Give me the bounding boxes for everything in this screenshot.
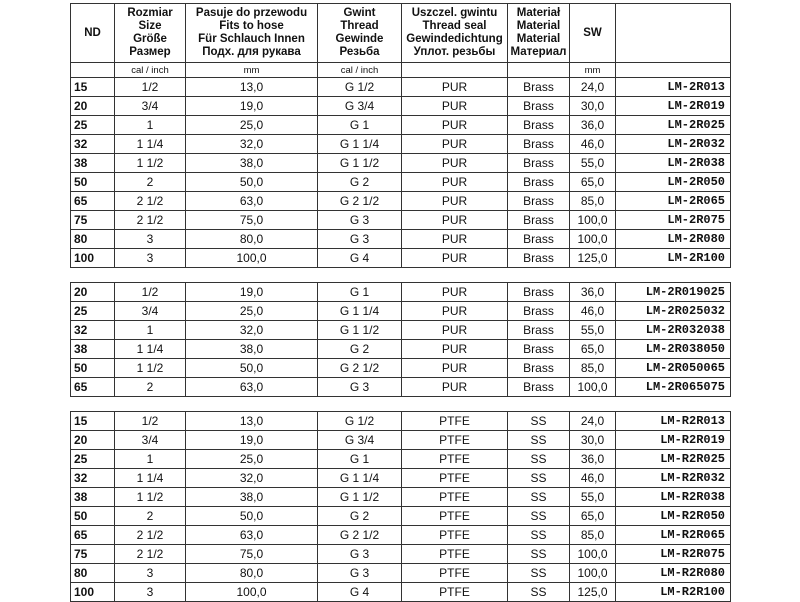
separator-cell <box>402 268 508 283</box>
unit-nd <box>71 63 115 78</box>
cell-thread: G 2 1/2 <box>318 192 402 211</box>
cell-sw: 24,0 <box>570 78 616 97</box>
cell-thread: G 2 <box>318 507 402 526</box>
cell-hose: 75,0 <box>186 545 318 564</box>
cell-sw: 85,0 <box>570 359 616 378</box>
cell-size: 1 1/2 <box>115 154 186 173</box>
cell-nd: 50 <box>71 507 115 526</box>
cell-sw: 125,0 <box>570 583 616 602</box>
cell-hose: 32,0 <box>186 135 318 154</box>
separator-cell <box>508 268 570 283</box>
cell-material: Brass <box>508 340 570 359</box>
cell-material: SS <box>508 450 570 469</box>
table-row <box>71 97 731 116</box>
header-size-pl: Rozmiar <box>127 7 173 19</box>
header-hose-de: Für Schlauch Innen <box>198 33 305 45</box>
header-thread-pl: Gwint <box>343 7 376 19</box>
cell-nd: 25 <box>71 302 115 321</box>
table-row <box>71 469 731 488</box>
cell-size: 2 1/2 <box>115 526 186 545</box>
cell-code: LM-2R050065 <box>616 359 731 378</box>
cell-material: SS <box>508 431 570 450</box>
cell-sw: 100,0 <box>570 378 616 397</box>
cell-thread: G 2 1/2 <box>318 359 402 378</box>
cell-size: 2 1/2 <box>115 545 186 564</box>
cell-thread: G 3/4 <box>318 97 402 116</box>
cell-sw: 30,0 <box>570 97 616 116</box>
cell-thread: G 3 <box>318 211 402 230</box>
cell-code: LM-R2R019 <box>616 431 731 450</box>
cell-code: LM-2R065075 <box>616 378 731 397</box>
cell-size: 3/4 <box>115 431 186 450</box>
unit-hose: mm <box>186 63 318 78</box>
cell-hose: 100,0 <box>186 583 318 602</box>
cell-nd: 20 <box>71 97 115 116</box>
cell-nd: 38 <box>71 154 115 173</box>
cell-hose: 19,0 <box>186 97 318 116</box>
cell-thread: G 4 <box>318 583 402 602</box>
cell-hose: 38,0 <box>186 340 318 359</box>
cell-thread: G 1 1/2 <box>318 154 402 173</box>
cell-sw: 100,0 <box>570 564 616 583</box>
header-thread-ru: Резьба <box>339 46 380 58</box>
cell-seal: PTFE <box>402 488 508 507</box>
cell-code: LM-2R025032 <box>616 302 731 321</box>
table-row <box>71 431 731 450</box>
separator-cell <box>570 268 616 283</box>
separator-cell <box>318 268 402 283</box>
cell-size: 3 <box>115 583 186 602</box>
cell-material: Brass <box>508 321 570 340</box>
cell-sw: 55,0 <box>570 154 616 173</box>
cell-size: 1 <box>115 450 186 469</box>
cell-nd: 32 <box>71 321 115 340</box>
cell-sw: 65,0 <box>570 173 616 192</box>
separator-cell <box>71 268 115 283</box>
cell-sw: 100,0 <box>570 545 616 564</box>
cell-nd: 50 <box>71 359 115 378</box>
cell-material: Brass <box>508 378 570 397</box>
separator-cell <box>402 397 508 412</box>
cell-code: LM-2R019 <box>616 97 731 116</box>
header-seal-en: Thread seal <box>422 20 487 32</box>
cell-nd: 50 <box>71 173 115 192</box>
header-hose-ru: Подх. для рукава <box>202 46 301 58</box>
cell-material: Brass <box>508 283 570 302</box>
cell-seal: PUR <box>402 340 508 359</box>
cell-code: LM-2R032 <box>616 135 731 154</box>
unit-material <box>508 63 570 78</box>
cell-hose: 63,0 <box>186 526 318 545</box>
cell-hose: 25,0 <box>186 116 318 135</box>
cell-hose: 19,0 <box>186 431 318 450</box>
cell-material: SS <box>508 583 570 602</box>
cell-nd: 65 <box>71 378 115 397</box>
cell-code: LM-2R065 <box>616 192 731 211</box>
cell-sw: 24,0 <box>570 412 616 431</box>
fittings-spec-table <box>70 3 731 602</box>
cell-seal: PTFE <box>402 450 508 469</box>
cell-sw: 46,0 <box>570 469 616 488</box>
cell-hose: 32,0 <box>186 469 318 488</box>
cell-size: 1/2 <box>115 283 186 302</box>
group-separator <box>71 397 731 412</box>
cell-seal: PUR <box>402 378 508 397</box>
table-row <box>71 488 731 507</box>
cell-material: Brass <box>508 154 570 173</box>
cell-thread: G 1/2 <box>318 412 402 431</box>
cell-seal: PUR <box>402 78 508 97</box>
cell-size: 3 <box>115 230 186 249</box>
table-row <box>71 564 731 583</box>
separator-cell <box>318 397 402 412</box>
header-material-ru: Материал <box>510 46 567 58</box>
cell-code: LM-R2R050 <box>616 507 731 526</box>
cell-size: 1 1/2 <box>115 359 186 378</box>
table-row <box>71 507 731 526</box>
cell-code: LM-2R050 <box>616 173 731 192</box>
separator-cell <box>186 268 318 283</box>
table-row <box>71 302 731 321</box>
cell-size: 1/2 <box>115 412 186 431</box>
separator-cell <box>570 397 616 412</box>
cell-size: 3/4 <box>115 302 186 321</box>
cell-hose: 80,0 <box>186 564 318 583</box>
unit-size: cal / inch <box>115 63 186 78</box>
unit-thread: cal / inch <box>318 63 402 78</box>
cell-thread: G 1 <box>318 283 402 302</box>
table-row <box>71 450 731 469</box>
cell-size: 1 <box>115 321 186 340</box>
cell-nd: 15 <box>71 78 115 97</box>
table-row <box>71 154 731 173</box>
cell-nd: 80 <box>71 564 115 583</box>
header-thread <box>318 4 402 63</box>
separator-cell <box>616 397 731 412</box>
cell-thread: G 1 <box>318 450 402 469</box>
cell-code: LM-2R038 <box>616 154 731 173</box>
cell-nd: 65 <box>71 526 115 545</box>
cell-hose: 13,0 <box>186 78 318 97</box>
cell-code: LM-2R025 <box>616 116 731 135</box>
cell-nd: 38 <box>71 488 115 507</box>
cell-code: LM-2R013 <box>616 78 731 97</box>
cell-sw: 65,0 <box>570 507 616 526</box>
header-hose-pl: Pasuje do przewodu <box>195 7 308 19</box>
cell-seal: PUR <box>402 135 508 154</box>
cell-thread: G 1 1/2 <box>318 488 402 507</box>
table-row <box>71 359 731 378</box>
cell-thread: G 1 1/4 <box>318 135 402 154</box>
cell-sw: 65,0 <box>570 340 616 359</box>
cell-hose: 38,0 <box>186 154 318 173</box>
cell-thread: G 1 1/4 <box>318 302 402 321</box>
cell-material: Brass <box>508 211 570 230</box>
cell-seal: PUR <box>402 211 508 230</box>
cell-nd: 75 <box>71 545 115 564</box>
cell-code: LM-R2R025 <box>616 450 731 469</box>
cell-seal: PUR <box>402 302 508 321</box>
cell-size: 3 <box>115 249 186 268</box>
cell-code: LM-R2R013 <box>616 412 731 431</box>
cell-seal: PUR <box>402 192 508 211</box>
cell-sw: 100,0 <box>570 230 616 249</box>
separator-cell <box>186 397 318 412</box>
cell-material: Brass <box>508 230 570 249</box>
cell-thread: G 1/2 <box>318 78 402 97</box>
cell-nd: 20 <box>71 283 115 302</box>
cell-sw: 46,0 <box>570 302 616 321</box>
cell-sw: 36,0 <box>570 283 616 302</box>
separator-cell <box>115 397 186 412</box>
cell-size: 2 1/2 <box>115 211 186 230</box>
cell-nd: 25 <box>71 450 115 469</box>
header-material <box>508 4 570 63</box>
cell-nd: 38 <box>71 340 115 359</box>
header-hose <box>186 4 318 63</box>
cell-material: Brass <box>508 249 570 268</box>
cell-thread: G 3 <box>318 564 402 583</box>
cell-code: LM-R2R065 <box>616 526 731 545</box>
cell-size: 3 <box>115 564 186 583</box>
cell-material: Brass <box>508 78 570 97</box>
units-row <box>71 63 731 78</box>
cell-code: LM-2R038050 <box>616 340 731 359</box>
header-size-ru: Размер <box>129 46 171 58</box>
cell-hose: 32,0 <box>186 321 318 340</box>
cell-nd: 15 <box>71 412 115 431</box>
cell-seal: PUR <box>402 283 508 302</box>
table-row <box>71 78 731 97</box>
cell-seal: PUR <box>402 154 508 173</box>
cell-material: Brass <box>508 135 570 154</box>
cell-seal: PTFE <box>402 583 508 602</box>
cell-size: 3/4 <box>115 97 186 116</box>
header-row <box>71 4 731 63</box>
table-row <box>71 230 731 249</box>
cell-thread: G 1 1/2 <box>318 321 402 340</box>
table-row <box>71 412 731 431</box>
header-seal-ru: Уплот. резьбы <box>413 46 496 58</box>
cell-code: LM-2R100 <box>616 249 731 268</box>
cell-size: 1/2 <box>115 78 186 97</box>
cell-sw: 36,0 <box>570 450 616 469</box>
cell-thread: G 1 <box>318 116 402 135</box>
table-row <box>71 135 731 154</box>
cell-nd: 32 <box>71 469 115 488</box>
header-code <box>616 4 731 63</box>
cell-size: 1 1/4 <box>115 135 186 154</box>
cell-material: SS <box>508 564 570 583</box>
cell-code: LM-2R032038 <box>616 321 731 340</box>
cell-hose: 75,0 <box>186 211 318 230</box>
cell-material: SS <box>508 469 570 488</box>
cell-code: LM-2R019025 <box>616 283 731 302</box>
cell-material: Brass <box>508 97 570 116</box>
table-row <box>71 173 731 192</box>
table-row <box>71 192 731 211</box>
table-row <box>71 249 731 268</box>
cell-size: 1 1/4 <box>115 340 186 359</box>
cell-hose: 80,0 <box>186 230 318 249</box>
cell-seal: PUR <box>402 249 508 268</box>
header-seal <box>402 4 508 63</box>
cell-thread: G 2 <box>318 173 402 192</box>
cell-thread: G 3 <box>318 378 402 397</box>
table-row <box>71 545 731 564</box>
separator-cell <box>71 397 115 412</box>
cell-hose: 63,0 <box>186 192 318 211</box>
cell-hose: 13,0 <box>186 412 318 431</box>
cell-size: 2 <box>115 507 186 526</box>
cell-seal: PUR <box>402 173 508 192</box>
cell-hose: 50,0 <box>186 507 318 526</box>
cell-sw: 55,0 <box>570 321 616 340</box>
cell-seal: PUR <box>402 116 508 135</box>
cell-seal: PTFE <box>402 469 508 488</box>
cell-thread: G 4 <box>318 249 402 268</box>
cell-seal: PUR <box>402 359 508 378</box>
table-row <box>71 583 731 602</box>
header-size-de: Größe <box>133 33 167 45</box>
cell-code: LM-2R075 <box>616 211 731 230</box>
cell-thread: G 2 <box>318 340 402 359</box>
fittings-spec-table-container <box>70 3 730 602</box>
cell-seal: PTFE <box>402 526 508 545</box>
table-row <box>71 283 731 302</box>
cell-nd: 32 <box>71 135 115 154</box>
cell-nd: 75 <box>71 211 115 230</box>
cell-code: LM-2R080 <box>616 230 731 249</box>
cell-code: LM-R2R032 <box>616 469 731 488</box>
table-row <box>71 321 731 340</box>
cell-sw: 55,0 <box>570 488 616 507</box>
cell-hose: 50,0 <box>186 359 318 378</box>
cell-material: Brass <box>508 302 570 321</box>
header-hose-en: Fits to hose <box>219 20 284 32</box>
cell-thread: G 2 1/2 <box>318 526 402 545</box>
cell-size: 1 1/2 <box>115 488 186 507</box>
table-header <box>71 4 731 78</box>
table-row <box>71 378 731 397</box>
table-row <box>71 526 731 545</box>
cell-seal: PUR <box>402 97 508 116</box>
cell-nd: 65 <box>71 192 115 211</box>
header-material-en: Material <box>516 20 561 32</box>
cell-thread: G 3 <box>318 545 402 564</box>
cell-nd: 100 <box>71 583 115 602</box>
cell-size: 1 1/4 <box>115 469 186 488</box>
cell-thread: G 1 1/4 <box>318 469 402 488</box>
cell-nd: 80 <box>71 230 115 249</box>
cell-material: Brass <box>508 116 570 135</box>
cell-seal: PTFE <box>402 412 508 431</box>
cell-hose: 100,0 <box>186 249 318 268</box>
cell-thread: G 3/4 <box>318 431 402 450</box>
header-thread-en: Thread <box>340 20 379 32</box>
table-row <box>71 211 731 230</box>
cell-sw: 30,0 <box>570 431 616 450</box>
cell-sw: 46,0 <box>570 135 616 154</box>
cell-hose: 25,0 <box>186 450 318 469</box>
cell-material: SS <box>508 488 570 507</box>
cell-material: Brass <box>508 173 570 192</box>
header-material-pl: Materiał <box>516 7 561 19</box>
cell-material: Brass <box>508 192 570 211</box>
unit-code <box>616 63 731 78</box>
cell-seal: PTFE <box>402 431 508 450</box>
unit-seal <box>402 63 508 78</box>
header-sw: SW <box>570 4 616 63</box>
cell-hose: 50,0 <box>186 173 318 192</box>
table-body <box>71 78 731 602</box>
header-nd: ND <box>71 4 115 63</box>
cell-thread: G 3 <box>318 230 402 249</box>
cell-nd: 20 <box>71 431 115 450</box>
cell-material: Brass <box>508 359 570 378</box>
cell-seal: PTFE <box>402 545 508 564</box>
cell-seal: PTFE <box>402 564 508 583</box>
cell-code: LM-R2R080 <box>616 564 731 583</box>
cell-size: 2 <box>115 378 186 397</box>
separator-cell <box>508 397 570 412</box>
cell-material: SS <box>508 507 570 526</box>
separator-cell <box>115 268 186 283</box>
header-size-en: Size <box>138 20 162 32</box>
table-row <box>71 340 731 359</box>
cell-sw: 85,0 <box>570 526 616 545</box>
cell-hose: 19,0 <box>186 283 318 302</box>
group-separator <box>71 268 731 283</box>
unit-sw: mm <box>570 63 616 78</box>
cell-seal: PUR <box>402 321 508 340</box>
cell-seal: PTFE <box>402 507 508 526</box>
header-thread-de: Gewinde <box>335 33 384 45</box>
cell-size: 2 <box>115 173 186 192</box>
cell-nd: 100 <box>71 249 115 268</box>
cell-code: LM-R2R100 <box>616 583 731 602</box>
cell-seal: PUR <box>402 230 508 249</box>
cell-material: SS <box>508 526 570 545</box>
cell-hose: 63,0 <box>186 378 318 397</box>
cell-sw: 36,0 <box>570 116 616 135</box>
header-size <box>115 4 186 63</box>
cell-size: 2 1/2 <box>115 192 186 211</box>
cell-sw: 85,0 <box>570 192 616 211</box>
separator-cell <box>616 268 731 283</box>
cell-code: LM-R2R075 <box>616 545 731 564</box>
cell-material: SS <box>508 412 570 431</box>
cell-nd: 25 <box>71 116 115 135</box>
table-row <box>71 116 731 135</box>
header-material-de: Material <box>516 33 561 45</box>
header-seal-pl: Uszczel. gwintu <box>411 7 498 19</box>
cell-size: 1 <box>115 116 186 135</box>
cell-hose: 38,0 <box>186 488 318 507</box>
cell-sw: 100,0 <box>570 211 616 230</box>
header-seal-de: Gewindedichtung <box>406 33 503 45</box>
cell-code: LM-R2R038 <box>616 488 731 507</box>
cell-hose: 25,0 <box>186 302 318 321</box>
cell-material: SS <box>508 545 570 564</box>
cell-sw: 125,0 <box>570 249 616 268</box>
